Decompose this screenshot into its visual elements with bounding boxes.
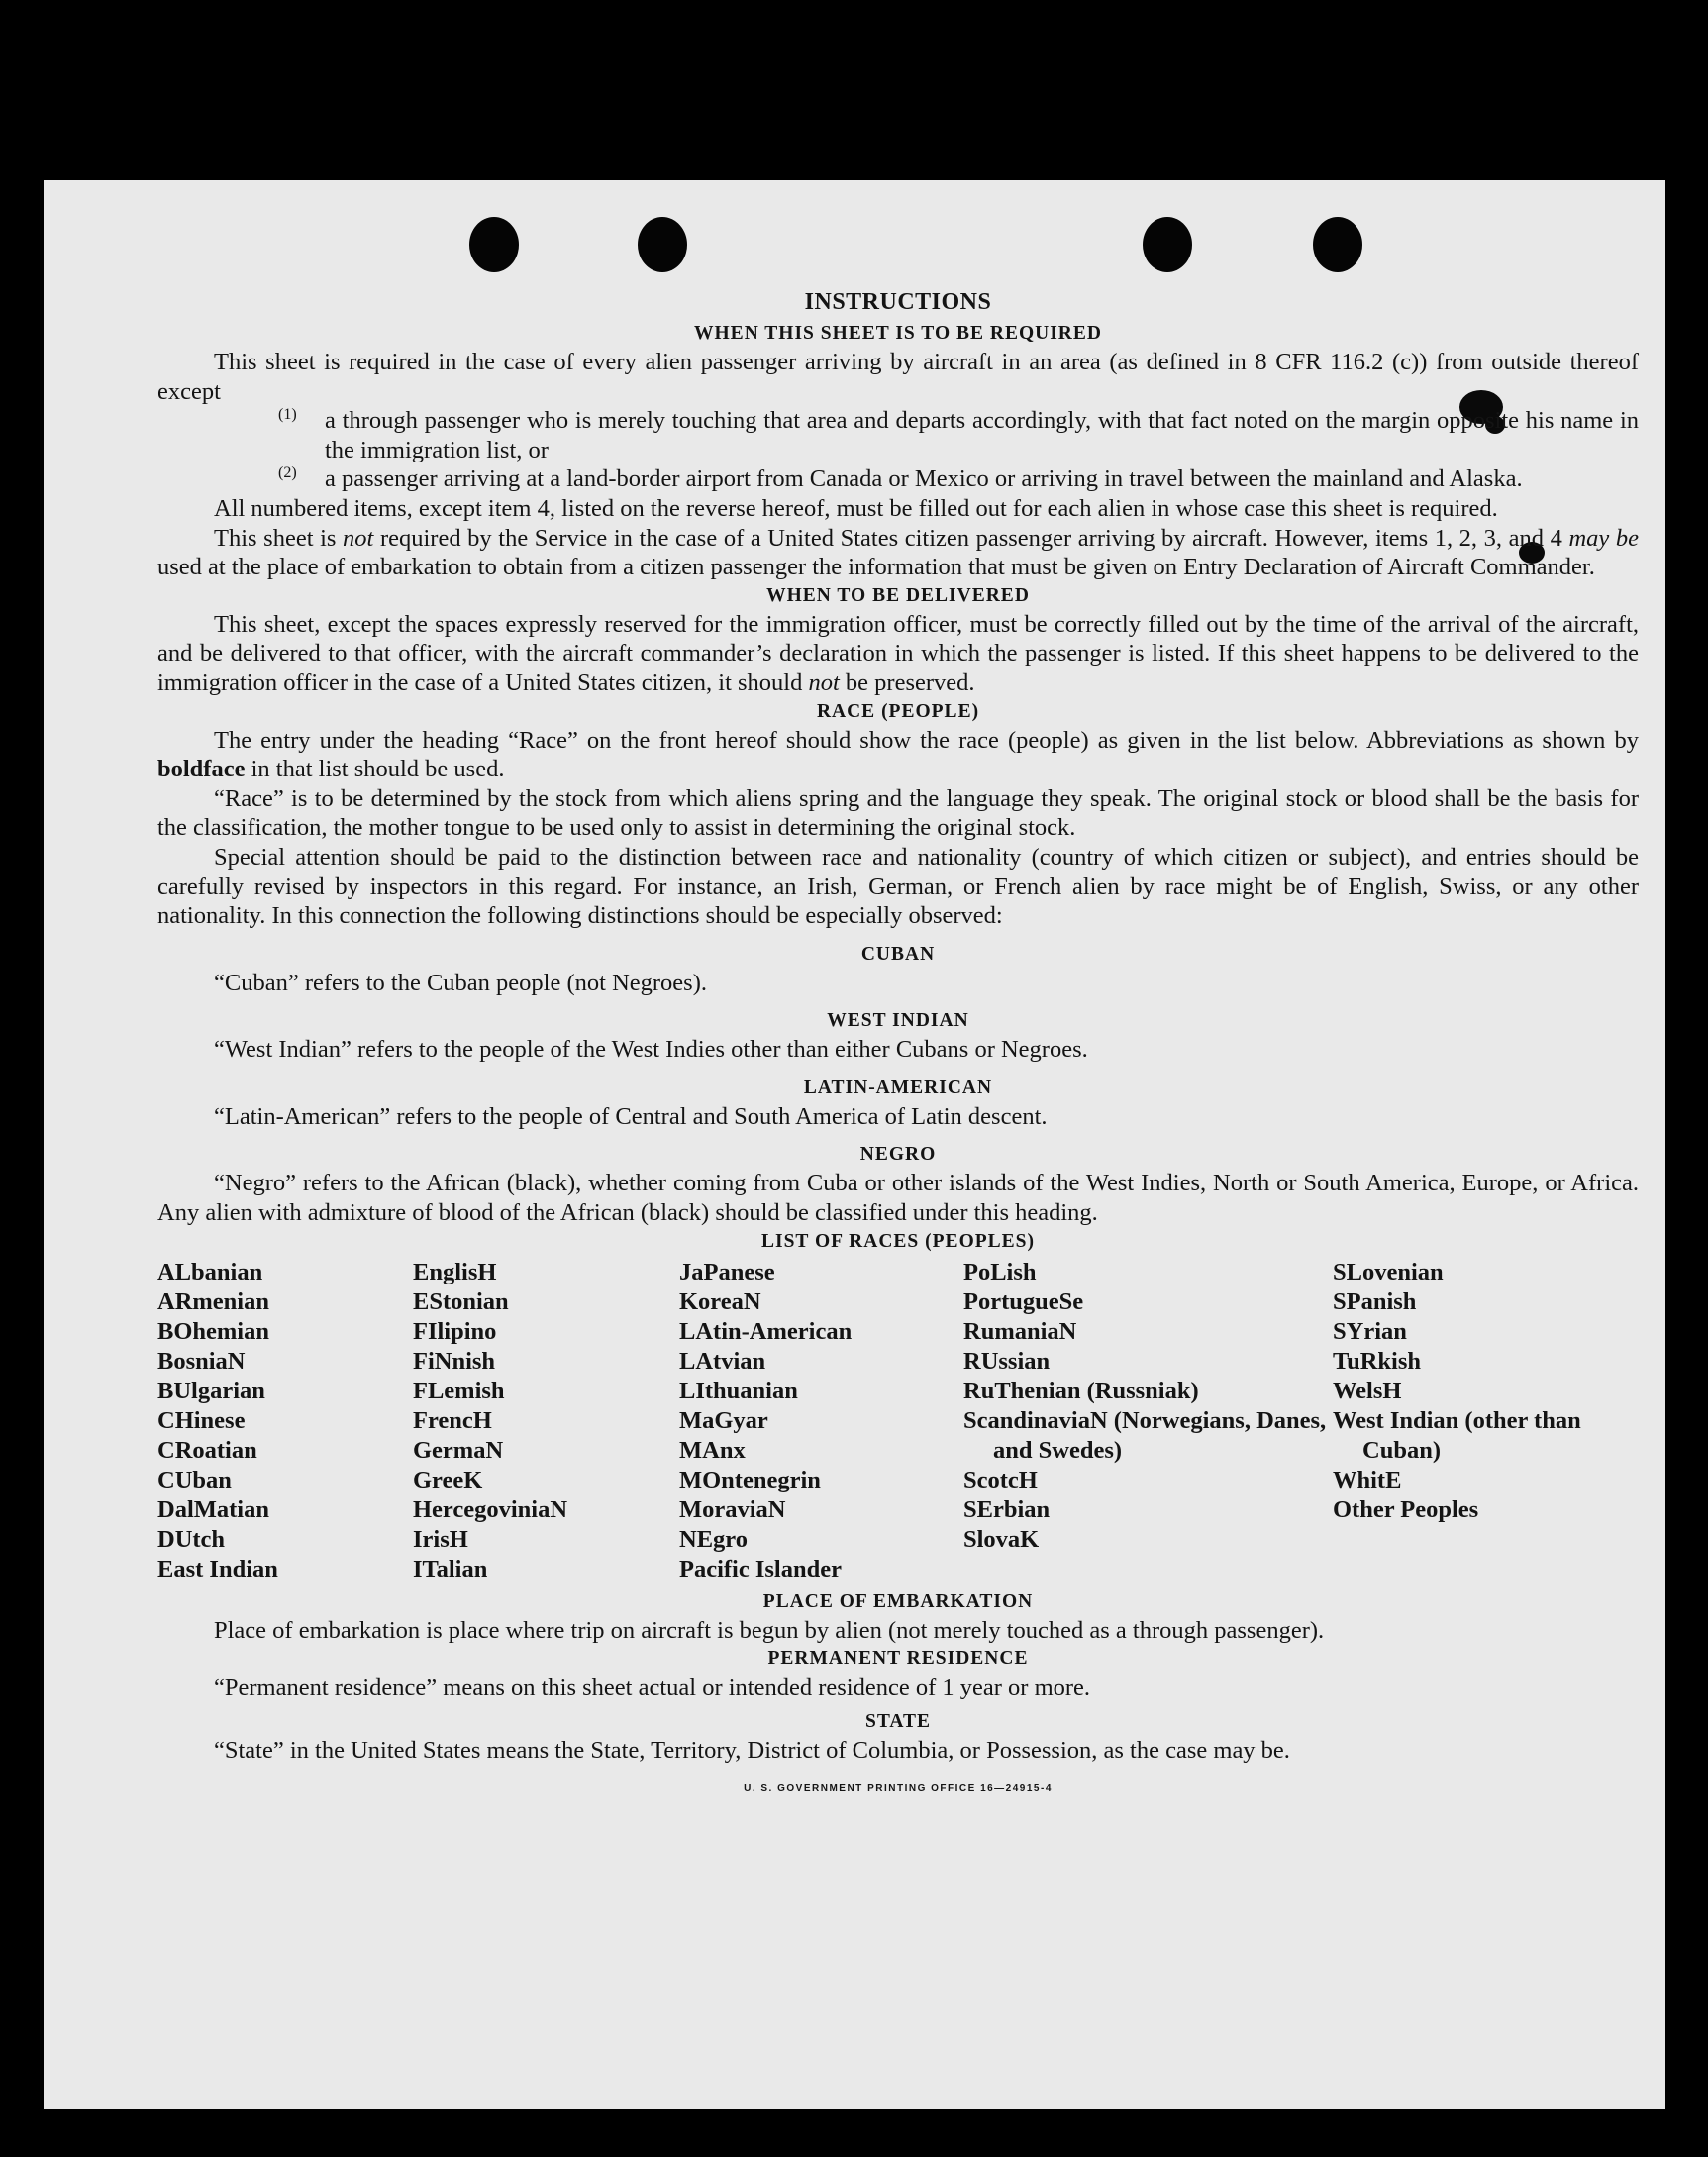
text-run: in that list should be used. [245, 756, 505, 783]
section-heading: PLACE OF EMBARKATION [762, 1591, 1034, 1612]
race-entry: JaPanese [679, 1258, 775, 1285]
paragraph [157, 524, 1639, 582]
item-number: (2) [278, 464, 297, 482]
race-entry: RumaniaN [963, 1317, 1077, 1345]
race-entry: SlovaK [963, 1525, 1040, 1553]
paragraph: Special attention should be paid to the distinction between race and nationality (country of which citizen or subject), and entries should be carefully revised by inspectors in this regard. For instance, an Irish, German, or French alien by race might be of English, Swiss, or any other nationality. In this connection the following distinctions should be especially observed: [157, 843, 1639, 930]
race-entry: PoLish [963, 1258, 1037, 1285]
instructions-content [157, 284, 1639, 1794]
emphasis: may be [1568, 524, 1639, 552]
list-item [278, 406, 1639, 464]
text-run: This sheet is [214, 524, 344, 552]
race-entry: LAtin-American [679, 1317, 853, 1345]
race-entry: KoreaN [679, 1287, 761, 1315]
section-heading: WEST INDIAN [827, 1010, 969, 1032]
race-entry: ScotcH [963, 1466, 1038, 1493]
race-entry: BOhemian [157, 1317, 269, 1345]
race-entry: SLovenian [1333, 1258, 1444, 1285]
race-entry: PortugueSe [963, 1287, 1084, 1315]
race-entry: BosniaN [157, 1347, 246, 1375]
emphasis: not [808, 668, 840, 696]
text-run: This sheet, except the spaces expressly reserved for the immigration officer, must be correctly filled out by the time of the arrival of the aircraft, and be delivered to that officer, with the aircraft commander’s declaration in which the passenger is listed. If this sheet happens to be delivered to the immigration officer in the case of a United States citizen, it should [157, 610, 1639, 696]
page-title: INSTRUCTIONS [804, 289, 992, 315]
race-entry: ALbanian [157, 1258, 263, 1285]
race-entry: ScandinaviaN (Norwegians, Danes, and Swedes) [963, 1406, 1327, 1464]
paragraph: “Cuban” refers to the Cuban people (not Negroes). [214, 969, 707, 996]
race-entry: IrisH [413, 1525, 468, 1553]
race-entry: MAnx [679, 1436, 746, 1464]
paragraph: “West Indian” refers to the people of the West Indies other than either Cubans or Negroes. [214, 1036, 1088, 1064]
race-column [413, 1258, 679, 1585]
race-entry: ARmenian [157, 1287, 269, 1315]
paragraph [157, 726, 1639, 784]
race-entry: East Indian [157, 1555, 278, 1583]
race-entry: RUssian [963, 1347, 1051, 1375]
race-entry: LIthuanian [679, 1377, 798, 1404]
race-entry: EnglisH [413, 1258, 497, 1285]
section-heading: STATE [864, 1710, 932, 1732]
emphasis: not [343, 524, 374, 552]
item-text: a passenger arriving at a land-border airport from Canada or Mexico or arriving in travel between the mainland and Alaska. [325, 465, 1523, 493]
race-entry: HercegoviniaN [413, 1495, 568, 1523]
race-column [679, 1258, 963, 1585]
race-entry: CRoatian [157, 1436, 257, 1464]
paragraph: Place of embarkation is place where trip on aircraft is begun by alien (not merely touched as a through passenger). [214, 1616, 1325, 1644]
section-heading: LIST OF RACES (PEOPLES) [760, 1230, 1035, 1252]
race-entry: SErbian [963, 1495, 1051, 1523]
race-entry: DalMatian [157, 1495, 269, 1523]
section-heading: WHEN THIS SHEET IS TO BE REQUIRED [694, 323, 1102, 344]
race-entry: MOntenegrin [679, 1466, 821, 1493]
race-entry: ITalian [413, 1555, 488, 1583]
section-heading: CUBAN [860, 943, 936, 965]
race-entry: CUban [157, 1466, 232, 1493]
form-sheet [44, 180, 1665, 2109]
race-entry: Pacific Islander [679, 1555, 842, 1583]
race-entry: GermaN [413, 1436, 504, 1464]
race-entry: MaGyar [679, 1406, 768, 1434]
paragraph: This sheet is required in the case of every alien passenger arriving by aircraft in an area (as defined in 8 CFR 116.2 (c)) from outside thereof except [157, 349, 1639, 405]
text-run: required by the Service in the case of a United States citizen passenger arriving by aircraft. However, items 1, 2, 3, and 4 [373, 524, 1569, 552]
race-entry: West Indian (other than Cuban) [1333, 1406, 1581, 1464]
race-entry: WelsH [1333, 1377, 1402, 1404]
race-entry: SPanish [1333, 1287, 1417, 1315]
paragraph: “Race” is to be determined by the stock from which aliens spring and the language they speak. The original stock or blood shall be the basis for the classification, the mother tongue to be used only to assist in determining the original stock. [157, 784, 1639, 842]
race-column [1333, 1258, 1639, 1585]
punch-hole [1313, 217, 1362, 272]
race-column [963, 1258, 1333, 1585]
race-column [157, 1258, 413, 1585]
item-text: a through passenger who is merely touching that area and departs accordingly, with that fact noted on the margin opposite his name in the immigration list, or [325, 407, 1639, 463]
paragraph [157, 610, 1639, 698]
paragraph: “State” in the United States means the State, Territory, District of Columbia, or Possession, as the case may be. [214, 1736, 1290, 1764]
item-number: (1) [278, 406, 297, 424]
race-entry: WhitE [1333, 1466, 1402, 1493]
section-heading: LATIN-AMERICAN [803, 1077, 993, 1098]
race-entry: FIlipino [413, 1317, 497, 1345]
section-heading: WHEN TO BE DELIVERED [766, 584, 1030, 606]
race-entry: DUtch [157, 1525, 226, 1553]
punch-hole [469, 217, 519, 272]
text-run: The entry under the heading “Race” on the front hereof should show the race (people) as given in the list below. Abbreviations as shown by [214, 726, 1639, 754]
race-entry: Other Peoples [1333, 1495, 1479, 1523]
race-entry: MoraviaN [679, 1495, 786, 1523]
race-entry: NEgro [679, 1525, 748, 1553]
paragraph: “Latin-American” refers to the people of Central and South America of Latin descent. [214, 1102, 1048, 1130]
race-entry: FrencH [413, 1406, 492, 1434]
race-entry: CHinese [157, 1406, 246, 1434]
section-heading: RACE (PEOPLE) [816, 700, 980, 722]
race-entry: EStonian [413, 1287, 509, 1315]
race-entry: SYrian [1333, 1317, 1407, 1345]
paragraph: All numbered items, except item 4, listed on the reverse hereof, must be filled out for each alien in whose case this sheet is required. [214, 494, 1498, 522]
race-entry: FLemish [413, 1377, 505, 1404]
paragraph: “Permanent residence” means on this sheet actual or intended residence of 1 year or more. [214, 1674, 1091, 1701]
text-run: be preserved. [839, 668, 975, 696]
race-entry: FiNnish [413, 1347, 496, 1375]
printer-imprint: U. S. GOVERNMENT PRINTING OFFICE 16—24915-4 [744, 1783, 1053, 1795]
paragraph: “Negro” refers to the African (black), whether coming from Cuba or other islands of the West Indies, North or South America, Europe, or Africa. Any alien with admixture of blood of the African (black) should be classified under this heading. [157, 1170, 1639, 1227]
text-run: used at the place of embarkation to obtain from a citizen passenger the information that must be given on Entry Declaration of Aircraft Commander. [157, 554, 1595, 581]
section-heading: NEGRO [859, 1144, 937, 1166]
race-entry: TuRkish [1333, 1347, 1422, 1375]
bold-text: boldface [157, 756, 246, 783]
race-entry: LAtvian [679, 1347, 766, 1375]
race-list [157, 1258, 1639, 1585]
section-heading: PERMANENT RESIDENCE [767, 1648, 1029, 1670]
list-item [278, 464, 1639, 494]
punch-hole [1143, 217, 1192, 272]
race-entry: RuThenian (Russniak) [963, 1377, 1199, 1404]
race-entry: GreeK [413, 1466, 483, 1493]
punch-hole [638, 217, 687, 272]
race-entry: BUlgarian [157, 1377, 265, 1404]
